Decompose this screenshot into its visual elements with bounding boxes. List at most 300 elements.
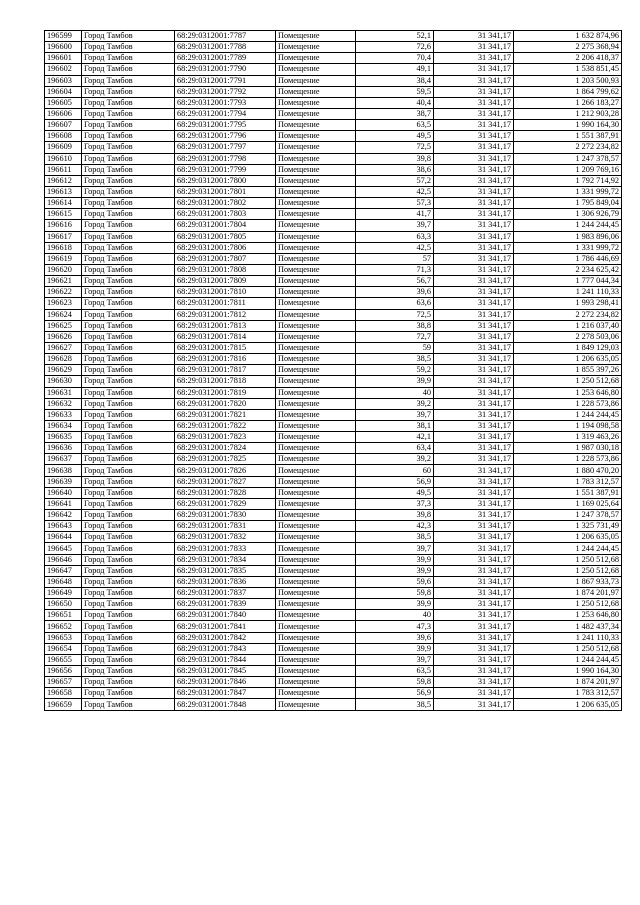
cadastral-number-cell: 68:29:0312001:7844	[175, 654, 276, 665]
cadastral-number-cell: 68:29:0312001:7837	[175, 588, 276, 599]
cadastral-number-cell: 68:29:0312001:7805	[175, 231, 276, 242]
table-row	[45, 432, 622, 443]
city-cell: Город Тамбов	[82, 31, 175, 42]
city-cell: Город Тамбов	[82, 443, 175, 454]
specific-value-cell: 31 341,17	[434, 487, 514, 498]
table-row	[45, 164, 622, 175]
specific-value-cell: 31 341,17	[434, 142, 514, 153]
area-cell: 39,8	[356, 510, 434, 521]
area-cell: 63,5	[356, 666, 434, 677]
city-cell: Город Тамбов	[82, 565, 175, 576]
city-cell: Город Тамбов	[82, 432, 175, 443]
cadastral-number-cell: 68:29:0312001:7817	[175, 365, 276, 376]
row-number-cell: 196614	[45, 198, 82, 209]
cadastral-number-cell: 68:29:0312001:7845	[175, 666, 276, 677]
cadastral-value-cell: 1 983 896,06	[514, 231, 622, 242]
table-row	[45, 342, 622, 353]
cadastral-number-cell: 68:29:0312001:7803	[175, 209, 276, 220]
row-number-cell: 196618	[45, 242, 82, 253]
row-number-cell: 196643	[45, 521, 82, 532]
area-cell: 52,1	[356, 31, 434, 42]
object-type-cell: Помещение	[276, 476, 356, 487]
specific-value-cell: 31 341,17	[434, 621, 514, 632]
table-row	[45, 142, 622, 153]
city-cell: Город Тамбов	[82, 108, 175, 119]
cadastral-value-cell: 1 306 926,79	[514, 209, 622, 220]
table-row	[45, 465, 622, 476]
table-row	[45, 532, 622, 543]
object-type-cell: Помещение	[276, 632, 356, 643]
specific-value-cell: 31 341,17	[434, 287, 514, 298]
specific-value-cell: 31 341,17	[434, 164, 514, 175]
table-row	[45, 264, 622, 275]
object-type-cell: Помещение	[276, 164, 356, 175]
city-cell: Город Тамбов	[82, 420, 175, 431]
cadastral-number-cell: 68:29:0312001:7791	[175, 75, 276, 86]
row-number-cell: 196608	[45, 131, 82, 142]
cadastral-value-cell: 1 241 110,33	[514, 287, 622, 298]
cadastral-value-cell: 2 206 418,37	[514, 53, 622, 64]
cadastral-number-cell: 68:29:0312001:7790	[175, 64, 276, 75]
table-row	[45, 320, 622, 331]
cadastral-value-cell: 1 786 446,69	[514, 253, 622, 264]
row-number-cell: 196658	[45, 688, 82, 699]
specific-value-cell: 31 341,17	[434, 331, 514, 342]
cadastral-number-cell: 68:29:0312001:7789	[175, 53, 276, 64]
area-cell: 41,7	[356, 209, 434, 220]
specific-value-cell: 31 341,17	[434, 398, 514, 409]
cadastral-value-cell: 1 250 512,68	[514, 554, 622, 565]
row-number-cell: 196625	[45, 320, 82, 331]
cadastral-number-cell: 68:29:0312001:7820	[175, 398, 276, 409]
cadastral-value-cell: 1 874 201,97	[514, 588, 622, 599]
object-type-cell: Помещение	[276, 331, 356, 342]
area-cell: 40	[356, 387, 434, 398]
specific-value-cell: 31 341,17	[434, 175, 514, 186]
table-row	[45, 75, 622, 86]
area-cell: 39,6	[356, 287, 434, 298]
cadastral-value-cell: 2 278 503,06	[514, 331, 622, 342]
object-type-cell: Помещение	[276, 198, 356, 209]
city-cell: Город Тамбов	[82, 175, 175, 186]
cadastral-number-cell: 68:29:0312001:7835	[175, 565, 276, 576]
city-cell: Город Тамбов	[82, 331, 175, 342]
city-cell: Город Тамбов	[82, 409, 175, 420]
table-row	[45, 186, 622, 197]
table-row	[45, 409, 622, 420]
object-type-cell: Помещение	[276, 42, 356, 53]
cadastral-number-cell: 68:29:0312001:7840	[175, 610, 276, 621]
city-cell: Город Тамбов	[82, 276, 175, 287]
city-cell: Город Тамбов	[82, 97, 175, 108]
specific-value-cell: 31 341,17	[434, 365, 514, 376]
city-cell: Город Тамбов	[82, 253, 175, 264]
object-type-cell: Помещение	[276, 432, 356, 443]
city-cell: Город Тамбов	[82, 510, 175, 521]
cadastral-value-cell: 1 990 164,30	[514, 666, 622, 677]
cadastral-number-cell: 68:29:0312001:7848	[175, 699, 276, 710]
cadastral-number-cell: 68:29:0312001:7815	[175, 342, 276, 353]
specific-value-cell: 31 341,17	[434, 465, 514, 476]
cadastral-value-cell: 1 990 164,30	[514, 120, 622, 131]
table-row	[45, 588, 622, 599]
cadastral-value-cell: 1 253 646,80	[514, 610, 622, 621]
cadastral-value-cell: 2 234 625,42	[514, 264, 622, 275]
cadastral-number-cell: 68:29:0312001:7788	[175, 42, 276, 53]
city-cell: Город Тамбов	[82, 699, 175, 710]
table-row	[45, 365, 622, 376]
object-type-cell: Помещение	[276, 231, 356, 242]
cadastral-number-cell: 68:29:0312001:7812	[175, 309, 276, 320]
cadastral-value-cell: 1 987 030,18	[514, 443, 622, 454]
object-type-cell: Помещение	[276, 342, 356, 353]
area-cell: 72,5	[356, 142, 434, 153]
cadastral-value-cell: 1 244 244,45	[514, 220, 622, 231]
row-number-cell: 196613	[45, 186, 82, 197]
cadastral-value-cell: 1 194 098,58	[514, 420, 622, 431]
area-cell: 72,6	[356, 42, 434, 53]
area-cell: 39,9	[356, 376, 434, 387]
cadastral-value-cell: 1 551 387,91	[514, 131, 622, 142]
object-type-cell: Помещение	[276, 220, 356, 231]
row-number-cell: 196655	[45, 654, 82, 665]
cadastral-number-cell: 68:29:0312001:7813	[175, 320, 276, 331]
specific-value-cell: 31 341,17	[434, 253, 514, 264]
row-number-cell: 196647	[45, 565, 82, 576]
specific-value-cell: 31 341,17	[434, 521, 514, 532]
table-row	[45, 276, 622, 287]
row-number-cell: 196621	[45, 276, 82, 287]
specific-value-cell: 31 341,17	[434, 599, 514, 610]
object-type-cell: Помещение	[276, 354, 356, 365]
row-number-cell: 196631	[45, 387, 82, 398]
row-number-cell: 196620	[45, 264, 82, 275]
cadastral-value-cell: 1 792 714,92	[514, 175, 622, 186]
cadastral-value-cell: 1 209 769,16	[514, 164, 622, 175]
row-number-cell: 196637	[45, 454, 82, 465]
area-cell: 38,4	[356, 75, 434, 86]
area-cell: 38,5	[356, 532, 434, 543]
row-number-cell: 196649	[45, 588, 82, 599]
specific-value-cell: 31 341,17	[434, 643, 514, 654]
cadastral-value-cell: 1 783 312,57	[514, 688, 622, 699]
cadastral-value-cell: 1 993 298,41	[514, 298, 622, 309]
object-type-cell: Помещение	[276, 253, 356, 264]
table-row	[45, 287, 622, 298]
city-cell: Город Тамбов	[82, 498, 175, 509]
area-cell: 56,7	[356, 276, 434, 287]
object-type-cell: Помещение	[276, 108, 356, 119]
area-cell: 72,7	[356, 331, 434, 342]
object-type-cell: Помещение	[276, 565, 356, 576]
area-cell: 49,5	[356, 487, 434, 498]
city-cell: Город Тамбов	[82, 666, 175, 677]
cadastral-number-cell: 68:29:0312001:7842	[175, 632, 276, 643]
row-number-cell: 196642	[45, 510, 82, 521]
city-cell: Город Тамбов	[82, 599, 175, 610]
area-cell: 49,5	[356, 131, 434, 142]
specific-value-cell: 31 341,17	[434, 632, 514, 643]
area-cell: 39,7	[356, 409, 434, 420]
object-type-cell: Помещение	[276, 398, 356, 409]
table-row	[45, 376, 622, 387]
city-cell: Город Тамбов	[82, 75, 175, 86]
cadastral-value-cell: 1 874 201,97	[514, 677, 622, 688]
specific-value-cell: 31 341,17	[434, 409, 514, 420]
object-type-cell: Помещение	[276, 643, 356, 654]
cadastral-value-cell: 1 250 512,68	[514, 643, 622, 654]
table-row	[45, 420, 622, 431]
city-cell: Город Тамбов	[82, 398, 175, 409]
table-row	[45, 86, 622, 97]
specific-value-cell: 31 341,17	[434, 198, 514, 209]
cadastral-value-cell: 1 250 512,68	[514, 565, 622, 576]
area-cell: 63,6	[356, 298, 434, 309]
cadastral-number-cell: 68:29:0312001:7839	[175, 599, 276, 610]
row-number-cell: 196600	[45, 42, 82, 53]
object-type-cell: Помещение	[276, 186, 356, 197]
cadastral-value-cell: 1 795 849,04	[514, 198, 622, 209]
area-cell: 39,2	[356, 398, 434, 409]
specific-value-cell: 31 341,17	[434, 432, 514, 443]
cadastral-value-cell: 2 275 368,94	[514, 42, 622, 53]
specific-value-cell: 31 341,17	[434, 454, 514, 465]
city-cell: Город Тамбов	[82, 621, 175, 632]
city-cell: Город Тамбов	[82, 376, 175, 387]
city-cell: Город Тамбов	[82, 231, 175, 242]
cadastral-number-cell: 68:29:0312001:7819	[175, 387, 276, 398]
city-cell: Город Тамбов	[82, 543, 175, 554]
specific-value-cell: 31 341,17	[434, 53, 514, 64]
city-cell: Город Тамбов	[82, 53, 175, 64]
table-row	[45, 331, 622, 342]
row-number-cell: 196610	[45, 153, 82, 164]
object-type-cell: Помещение	[276, 688, 356, 699]
cadastral-number-cell: 68:29:0312001:7843	[175, 643, 276, 654]
cadastral-number-cell: 68:29:0312001:7798	[175, 153, 276, 164]
table-row	[45, 666, 622, 677]
cadastral-number-cell: 68:29:0312001:7793	[175, 97, 276, 108]
table-row	[45, 298, 622, 309]
table-row	[45, 610, 622, 621]
cadastral-number-cell: 68:29:0312001:7821	[175, 409, 276, 420]
specific-value-cell: 31 341,17	[434, 131, 514, 142]
row-number-cell: 196641	[45, 498, 82, 509]
object-type-cell: Помещение	[276, 543, 356, 554]
city-cell: Город Тамбов	[82, 287, 175, 298]
specific-value-cell: 31 341,17	[434, 688, 514, 699]
area-cell: 39,9	[356, 643, 434, 654]
specific-value-cell: 31 341,17	[434, 153, 514, 164]
cadastral-value-cell: 1 325 731,49	[514, 521, 622, 532]
table-row	[45, 387, 622, 398]
table-row	[45, 576, 622, 587]
object-type-cell: Помещение	[276, 242, 356, 253]
cadastral-number-cell: 68:29:0312001:7796	[175, 131, 276, 142]
specific-value-cell: 31 341,17	[434, 220, 514, 231]
cadastral-value-cell: 1 244 244,45	[514, 409, 622, 420]
cadastral-number-cell: 68:29:0312001:7818	[175, 376, 276, 387]
specific-value-cell: 31 341,17	[434, 342, 514, 353]
area-cell: 39,6	[356, 632, 434, 643]
table-row	[45, 543, 622, 554]
specific-value-cell: 31 341,17	[434, 108, 514, 119]
table-row	[45, 175, 622, 186]
city-cell: Город Тамбов	[82, 654, 175, 665]
specific-value-cell: 31 341,17	[434, 276, 514, 287]
cadastral-number-cell: 68:29:0312001:7841	[175, 621, 276, 632]
area-cell: 40,4	[356, 97, 434, 108]
row-number-cell: 196626	[45, 331, 82, 342]
area-cell: 42,1	[356, 432, 434, 443]
cadastral-value-cell: 1 777 044,34	[514, 276, 622, 287]
object-type-cell: Помещение	[276, 309, 356, 320]
specific-value-cell: 31 341,17	[434, 699, 514, 710]
row-number-cell: 196599	[45, 31, 82, 42]
area-cell: 39,7	[356, 654, 434, 665]
row-number-cell: 196648	[45, 576, 82, 587]
row-number-cell: 196622	[45, 287, 82, 298]
area-cell: 38,5	[356, 354, 434, 365]
cadastral-number-cell: 68:29:0312001:7808	[175, 264, 276, 275]
cadastral-number-cell: 68:29:0312001:7836	[175, 576, 276, 587]
cadastral-value-cell: 1 319 463,26	[514, 432, 622, 443]
area-cell: 59,5	[356, 86, 434, 97]
area-cell: 39,9	[356, 599, 434, 610]
cadastral-number-cell: 68:29:0312001:7827	[175, 476, 276, 487]
object-type-cell: Помещение	[276, 443, 356, 454]
cadastral-number-cell: 68:29:0312001:7833	[175, 543, 276, 554]
cadastral-number-cell: 68:29:0312001:7832	[175, 532, 276, 543]
row-number-cell: 196624	[45, 309, 82, 320]
object-type-cell: Помещение	[276, 521, 356, 532]
table-row	[45, 632, 622, 643]
specific-value-cell: 31 341,17	[434, 565, 514, 576]
table-row	[45, 521, 622, 532]
area-cell: 57	[356, 253, 434, 264]
specific-value-cell: 31 341,17	[434, 31, 514, 42]
city-cell: Город Тамбов	[82, 588, 175, 599]
object-type-cell: Помещение	[276, 142, 356, 153]
area-cell: 39,8	[356, 153, 434, 164]
area-cell: 57,2	[356, 175, 434, 186]
specific-value-cell: 31 341,17	[434, 264, 514, 275]
area-cell: 38,7	[356, 108, 434, 119]
table-row	[45, 231, 622, 242]
table-row	[45, 354, 622, 365]
row-number-cell: 196635	[45, 432, 82, 443]
area-cell: 38,1	[356, 420, 434, 431]
specific-value-cell: 31 341,17	[434, 420, 514, 431]
cadastral-number-cell: 68:29:0312001:7792	[175, 86, 276, 97]
city-cell: Город Тамбов	[82, 532, 175, 543]
cadastral-number-cell: 68:29:0312001:7830	[175, 510, 276, 521]
area-cell: 38,5	[356, 699, 434, 710]
cadastral-value-cell: 1 216 037,40	[514, 320, 622, 331]
specific-value-cell: 31 341,17	[434, 298, 514, 309]
object-type-cell: Помещение	[276, 31, 356, 42]
table-row	[45, 31, 622, 42]
row-number-cell: 196607	[45, 120, 82, 131]
city-cell: Город Тамбов	[82, 164, 175, 175]
row-number-cell: 196606	[45, 108, 82, 119]
row-number-cell: 196602	[45, 64, 82, 75]
cadastral-value-cell: 1 551 387,91	[514, 487, 622, 498]
cadastral-value-cell: 1 331 999,72	[514, 242, 622, 253]
object-type-cell: Помещение	[276, 677, 356, 688]
city-cell: Город Тамбов	[82, 198, 175, 209]
table-row	[45, 97, 622, 108]
city-cell: Город Тамбов	[82, 131, 175, 142]
row-number-cell: 196632	[45, 398, 82, 409]
city-cell: Город Тамбов	[82, 298, 175, 309]
row-number-cell: 196609	[45, 142, 82, 153]
table-body	[45, 31, 622, 711]
area-cell: 71,3	[356, 264, 434, 275]
row-number-cell: 196628	[45, 354, 82, 365]
area-cell: 56,9	[356, 476, 434, 487]
specific-value-cell: 31 341,17	[434, 376, 514, 387]
table-row	[45, 153, 622, 164]
object-type-cell: Помещение	[276, 365, 356, 376]
object-type-cell: Помещение	[276, 75, 356, 86]
cadastral-number-cell: 68:29:0312001:7816	[175, 354, 276, 365]
area-cell: 72,5	[356, 309, 434, 320]
area-cell: 57,3	[356, 198, 434, 209]
cadastral-number-cell: 68:29:0312001:7834	[175, 554, 276, 565]
table-row	[45, 198, 622, 209]
row-number-cell: 196651	[45, 610, 82, 621]
object-type-cell: Помещение	[276, 621, 356, 632]
object-type-cell: Помещение	[276, 53, 356, 64]
table-row	[45, 688, 622, 699]
cadastral-number-cell: 68:29:0312001:7802	[175, 198, 276, 209]
cadastral-value-cell: 1 266 183,27	[514, 97, 622, 108]
table-row	[45, 510, 622, 521]
cadastral-value-cell: 1 849 129,03	[514, 342, 622, 353]
object-type-cell: Помещение	[276, 465, 356, 476]
area-cell: 59	[356, 342, 434, 353]
table-row	[45, 699, 622, 710]
specific-value-cell: 31 341,17	[434, 476, 514, 487]
table-row	[45, 621, 622, 632]
object-type-cell: Помещение	[276, 64, 356, 75]
city-cell: Город Тамбов	[82, 153, 175, 164]
area-cell: 47,3	[356, 621, 434, 632]
cadastral-value-table	[44, 30, 622, 711]
area-cell: 39,2	[356, 454, 434, 465]
specific-value-cell: 31 341,17	[434, 97, 514, 108]
cadastral-number-cell: 68:29:0312001:7824	[175, 443, 276, 454]
specific-value-cell: 31 341,17	[434, 242, 514, 253]
cadastral-number-cell: 68:29:0312001:7811	[175, 298, 276, 309]
object-type-cell: Помещение	[276, 264, 356, 275]
area-cell: 39,9	[356, 554, 434, 565]
cadastral-number-cell: 68:29:0312001:7822	[175, 420, 276, 431]
cadastral-number-cell: 68:29:0312001:7814	[175, 331, 276, 342]
specific-value-cell: 31 341,17	[434, 554, 514, 565]
cadastral-value-cell: 1 855 397,26	[514, 365, 622, 376]
object-type-cell: Помещение	[276, 554, 356, 565]
cadastral-value-cell: 1 244 244,45	[514, 654, 622, 665]
cadastral-number-cell: 68:29:0312001:7809	[175, 276, 276, 287]
row-number-cell: 196646	[45, 554, 82, 565]
cadastral-number-cell: 68:29:0312001:7846	[175, 677, 276, 688]
cadastral-value-cell: 1 206 635,05	[514, 532, 622, 543]
row-number-cell: 196653	[45, 632, 82, 643]
object-type-cell: Помещение	[276, 298, 356, 309]
table-row	[45, 554, 622, 565]
